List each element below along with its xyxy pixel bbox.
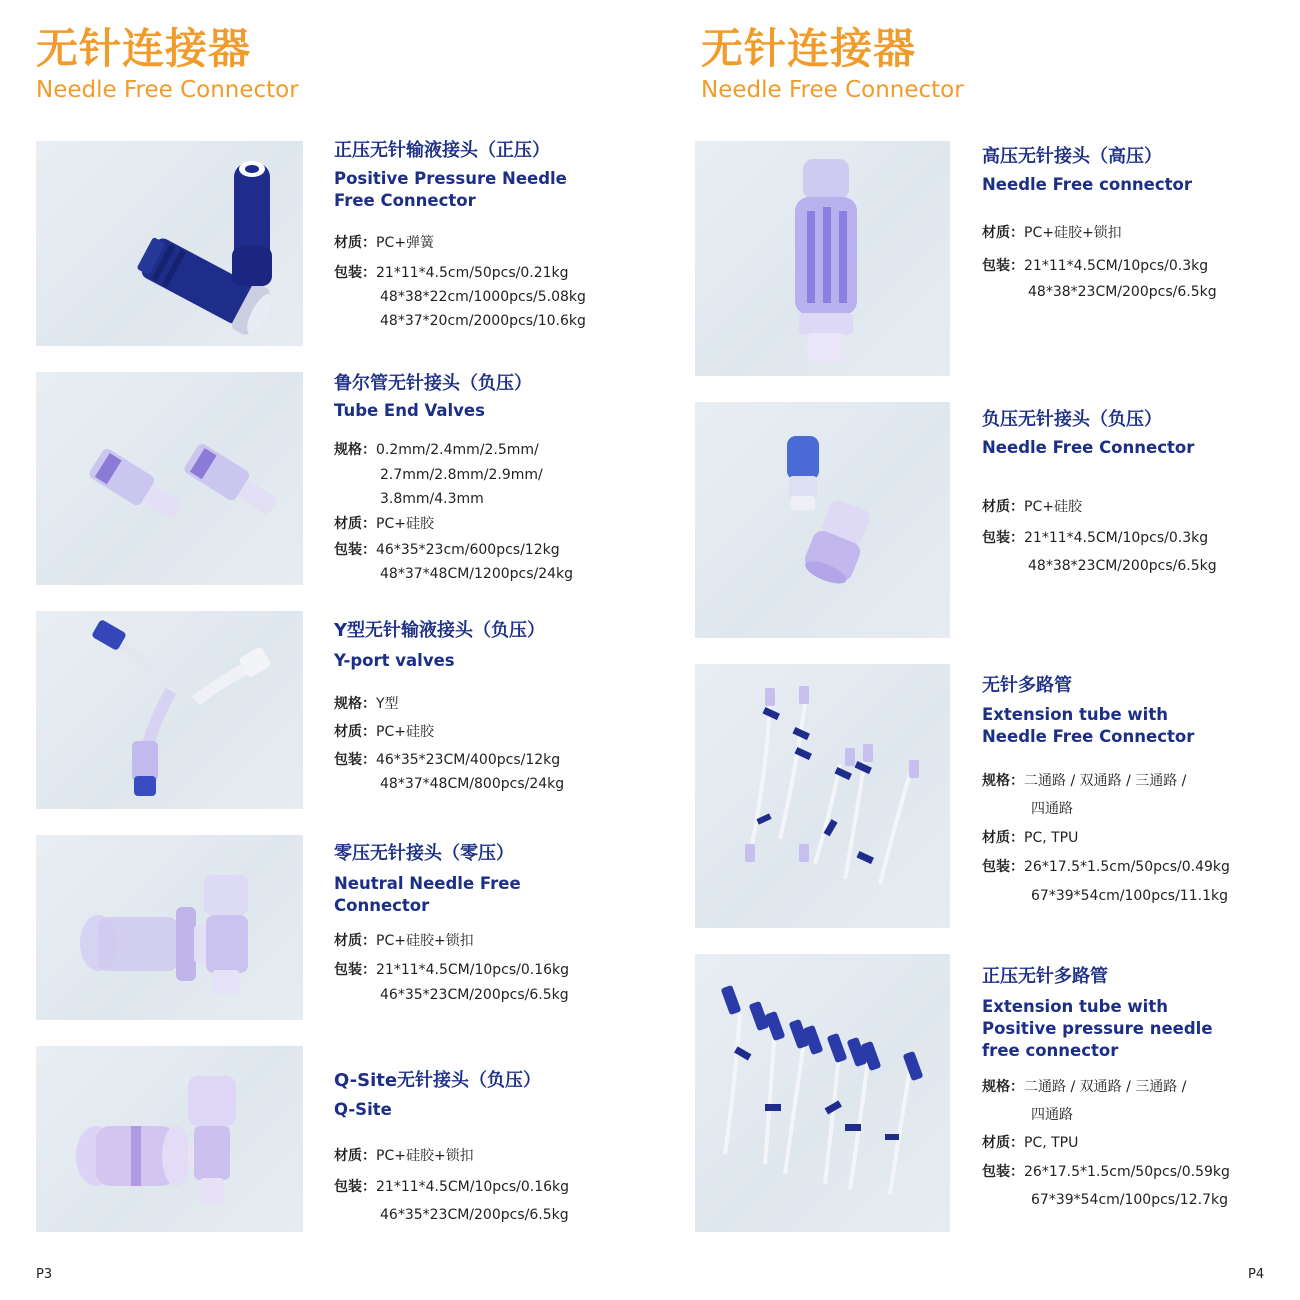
left-title-cn: 无针连接器 (36, 24, 252, 73)
product-photo-high-pressure-connector (695, 141, 950, 376)
product-photo-y-port-valves (36, 611, 303, 809)
spec-packing: 包装：26*17.5*1.5cm/50pcs/0.59kg (982, 1164, 1230, 1180)
product-photo-negative-pressure-connector (695, 402, 950, 638)
product-name-cn: Q-Site无针接头（负压） (334, 1070, 542, 1091)
spec-packing: 包装：21*11*4.5CM/10pcs/0.16kg (334, 1179, 570, 1195)
page-number-left: P3 (36, 1267, 53, 1282)
spec-packing-line: 46*35*23CM/200pcs/6.5kg (380, 1207, 569, 1223)
spec-packing-line: 48*37*48CM/1200pcs/24kg (380, 566, 574, 582)
spec-packing: 包装：21*11*4.5cm/50pcs/0.21kg (334, 265, 569, 281)
spec-packing-line: 48*38*23CM/200pcs/6.5kg (1028, 558, 1217, 574)
spec-size: 规格：0.2mm/2.4mm/2.5mm/ (334, 442, 539, 458)
spec-packing: 包装：46*35*23CM/400pcs/12kg (334, 752, 561, 768)
spec-packing: 包装：46*35*23cm/600pcs/12kg (334, 542, 560, 558)
product-photo-extension-tube (695, 664, 950, 928)
spec-packing-line: 67*39*54cm/100pcs/11.1kg (1031, 888, 1228, 904)
product-photo-extension-tube-positive (695, 954, 950, 1232)
product-photo-neutral-connector (36, 835, 303, 1020)
spec-packing-line: 48*38*23CM/200pcs/6.5kg (1028, 284, 1217, 300)
product-name-en: Extension tube with Needle Free Connector (982, 705, 1195, 746)
spec-material: 材质：PC+硅胶+锁扣 (334, 933, 474, 949)
spec-size-line: 四通路 (1031, 1107, 1073, 1123)
product-name-en: Neutral Needle Free Connector (334, 874, 521, 915)
product-name-en: Q-Site (334, 1100, 392, 1119)
spec-size: 规格：二通路 / 双通路 / 三通路 / (982, 1079, 1187, 1095)
spec-packing-line: 46*35*23CM/200pcs/6.5kg (380, 987, 569, 1003)
product-photo-q-site (36, 1046, 303, 1232)
spec-size-line: 2.7mm/2.8mm/2.9mm/ (380, 467, 543, 483)
left-title-en: Needle Free Connector (36, 77, 299, 103)
product-name-cn: 负压无针接头（负压） (982, 409, 1162, 430)
spec-packing-line: 67*39*54cm/100pcs/12.7kg (1031, 1192, 1228, 1208)
spec-material: 材质：PC+硅胶+锁扣 (334, 1148, 474, 1164)
spec-packing-line: 48*38*22cm/1000pcs/5.08kg (380, 289, 586, 305)
spec-material: 材质：PC+硅胶 (334, 516, 434, 532)
product-photo-tube-end-valves (36, 372, 303, 585)
product-name-cn: 无针多路管 (982, 675, 1072, 696)
spec-size-line: 四通路 (1031, 801, 1073, 817)
spec-material: 材质：PC+弹簧 (334, 235, 434, 251)
product-photo-positive-pressure-connector (36, 141, 303, 346)
product-name-cn: 鲁尔管无针接头（负压） (334, 373, 532, 394)
page-number-right: P4 (1248, 1267, 1265, 1282)
spec-size: 规格：二通路 / 双通路 / 三通路 / (982, 773, 1187, 789)
product-name-cn: 零压无针接头（零压） (334, 843, 514, 864)
product-name-en: Positive Pressure Needle Free Connector (334, 169, 567, 210)
spec-material: 材质：PC+硅胶 (334, 724, 434, 740)
spec-packing: 包装：21*11*4.5CM/10pcs/0.3kg (982, 530, 1209, 546)
product-name-cn: 正压无针输液接头（正压） (334, 140, 550, 161)
spec-material: 材质：PC+硅胶 (982, 499, 1082, 515)
product-name-en: Tube End Valves (334, 401, 485, 420)
product-name-cn: 正压无针多路管 (982, 966, 1108, 987)
product-name-en: Extension tube with Positive pressure needle free connector (982, 997, 1213, 1060)
spec-packing-line: 48*37*20cm/2000pcs/10.6kg (380, 313, 586, 329)
spec-material: 材质：PC, TPU (982, 1135, 1079, 1151)
spec-packing: 包装：21*11*4.5CM/10pcs/0.16kg (334, 962, 570, 978)
product-name-en: Needle Free Connector (982, 438, 1195, 457)
spec-packing-line: 48*37*48CM/800pcs/24kg (380, 776, 565, 792)
spec-material: 材质：PC+硅胶+锁扣 (982, 225, 1122, 241)
product-name-en: Needle Free connector (982, 175, 1193, 194)
product-name-en: Y-port valves (334, 651, 455, 670)
product-name-cn: 高压无针接头（高压） (982, 146, 1162, 167)
spec-size: 规格：Y型 (334, 696, 399, 712)
right-title-en: Needle Free Connector (701, 77, 964, 103)
spec-packing: 包装：21*11*4.5CM/10pcs/0.3kg (982, 258, 1209, 274)
spec-packing: 包装：26*17.5*1.5cm/50pcs/0.49kg (982, 859, 1230, 875)
right-title-cn: 无针连接器 (701, 24, 917, 73)
product-name-cn: Y型无针输液接头（负压） (334, 620, 546, 641)
spec-size-line: 3.8mm/4.3mm (380, 491, 484, 507)
spec-material: 材质：PC, TPU (982, 830, 1079, 846)
